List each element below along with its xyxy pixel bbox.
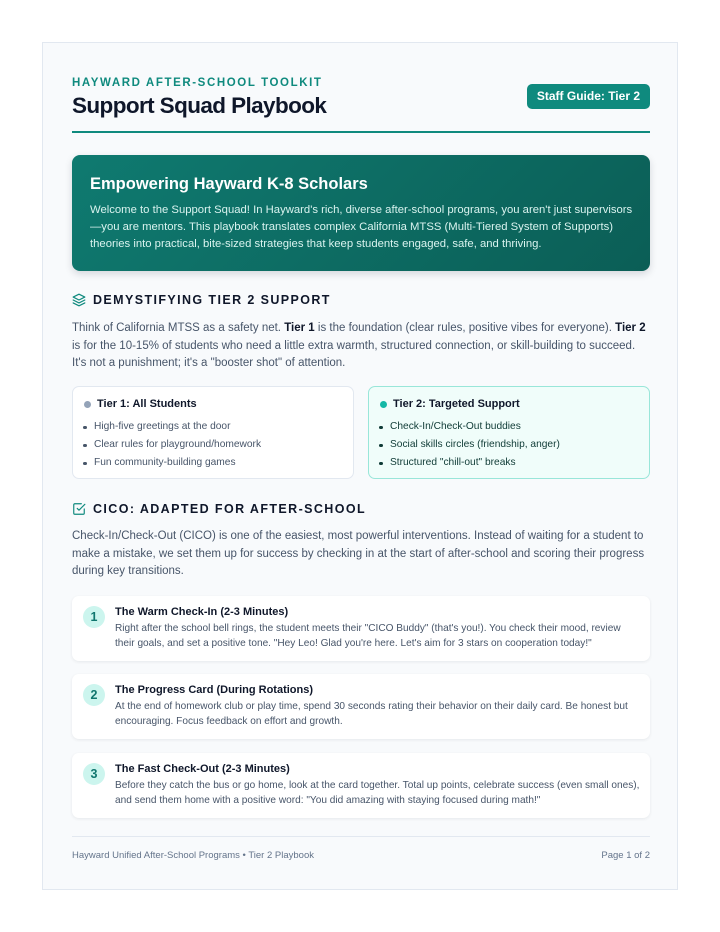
step-text: At the end of homework club or play time, spend 30 seconds rating their behavior on their daily card. Be honest but encouraging. Focus feedback on effort and growth.	[115, 701, 628, 727]
section-header-cico	[72, 502, 366, 516]
tier1-card-header	[84, 398, 197, 410]
hero-text: Welcome to the Support Squad! In Hayward's rich, diverse after-school programs, you aren't just supervisors—you are mentors. This playbook translates complex California MTSS (Multi-Tiered System of Supports) theories into practical, bite-sized strategies that keep students engaged, safe, and thriving.	[90, 204, 633, 250]
tier1-dot-icon	[84, 401, 91, 408]
document-page	[42, 42, 678, 890]
list-item: Check-In/Check-Out buddies	[390, 418, 560, 436]
tier2-card	[368, 386, 650, 479]
step-title: The Warm Check-In (2-3 Minutes)	[115, 606, 289, 618]
page-title: Support Squad Playbook	[72, 93, 327, 118]
hero-banner	[72, 155, 650, 271]
list-item: Social skills circles (friendship, anger)	[390, 436, 560, 454]
list-item: Structured "chill-out" breaks	[390, 454, 560, 472]
step-title: The Progress Card (During Rotations)	[115, 684, 314, 696]
section-title: DEMYSTIFYING TIER 2 SUPPORT	[93, 293, 331, 307]
paragraph-text: is the foundation (clear rules, positive vibes for everyone).	[314, 322, 616, 334]
paragraph-text: Think of California MTSS as a safety net.	[72, 322, 285, 334]
step-card	[72, 596, 650, 661]
layers-icon	[72, 293, 86, 307]
step-text: Right after the school bell rings, the student meets their "CICO Buddy" (that's you!). You check their mood, review their goals, and set a positive tone. "Hey Leo! Glad you're here. Let's aim for 3 stars on cooperation today!"	[115, 623, 621, 649]
tier1-title: Tier 1: All Students	[97, 398, 197, 410]
paragraph-text: is for the 10-15% of students who need a little extra warmth, structured connection, or skill-building to succeed. It's not a punishment; it's a "booster shot" of attention.	[72, 339, 636, 369]
cico-intro-paragraph: Check-In/Check-Out (CICO) is one of the easiest, most powerful interventions. Instead of waiting for a student to make a mistake, we set them up for success by checking in at the start of after-school and scoring their progress during key transitions.	[72, 530, 645, 577]
step-number: 3	[83, 763, 105, 785]
tier1-card	[72, 386, 354, 479]
tier2-list	[390, 418, 560, 472]
section-title: CICO: ADAPTED FOR AFTER-SCHOOL	[93, 502, 367, 516]
step-card	[72, 753, 650, 818]
list-item: Clear rules for playground/homework	[94, 436, 261, 454]
section-header-tier2	[72, 293, 331, 307]
staff-guide-badge: Staff Guide: Tier 2	[527, 84, 650, 109]
tier2-dot-icon	[380, 401, 387, 408]
step-text: Before they catch the bus or go home, look at the card together. Total up points, celebrate success (even small ones), and send them home with a positive word: "You did amazing with staying focused during math!"	[115, 780, 640, 806]
hero-title: Empowering Hayward K-8 Scholars	[90, 175, 368, 193]
list-item: High-five greetings at the door	[94, 418, 261, 436]
tier2-title: Tier 2: Targeted Support	[393, 398, 520, 410]
tier1-list	[94, 418, 261, 472]
checkbox-icon	[72, 502, 86, 516]
page-footer	[72, 836, 650, 866]
list-item: Fun community-building games	[94, 454, 261, 472]
tier2-card-header	[380, 398, 520, 410]
page-header	[72, 77, 650, 133]
step-title: The Fast Check-Out (2-3 Minutes)	[115, 763, 290, 775]
tier1-bold: Tier 1	[284, 322, 315, 334]
step-number: 2	[83, 684, 105, 706]
tier2-intro-paragraph	[72, 320, 650, 373]
page-number: Page 1 of 2	[601, 850, 650, 861]
tier2-bold: Tier 2	[615, 322, 646, 334]
header-eyebrow: HAYWARD AFTER-SCHOOL TOOLKIT	[72, 77, 323, 89]
footer-left-text: Hayward Unified After-School Programs • Tier 2 Playbook	[72, 850, 314, 861]
step-card	[72, 674, 650, 739]
step-number: 1	[83, 606, 105, 628]
